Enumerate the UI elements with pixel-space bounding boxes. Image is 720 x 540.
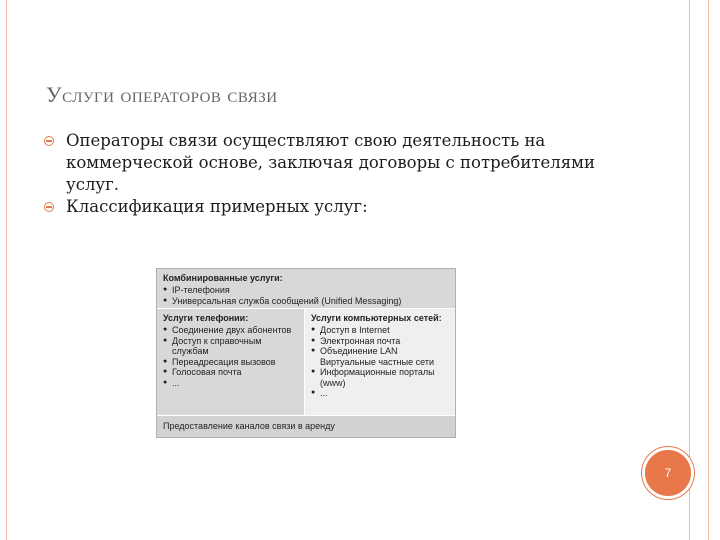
combined-services-heading: Комбинированные услуги: xyxy=(163,273,283,283)
bullet-list xyxy=(44,130,604,218)
list-item: ● Объединение LAN Виртуальные частные сети xyxy=(311,346,449,367)
list-item: ● IP-телефония xyxy=(163,285,449,296)
list-item: ● Соединение двух абонентов xyxy=(163,325,298,336)
bullet-icon xyxy=(44,136,54,146)
bullet-item xyxy=(44,196,604,218)
list-item: ● Информационные порталы (www) xyxy=(311,367,449,388)
slide-frame-left xyxy=(6,0,7,540)
network-services-list xyxy=(311,325,449,399)
slide-number-badge: 7 xyxy=(642,447,694,499)
combined-services-section xyxy=(157,269,455,309)
list-item: ● Переадресация вызовов xyxy=(163,357,298,368)
slide-frame-right xyxy=(689,0,709,540)
bullet-text: Операторы связи осуществляют свою деятельность на коммерческой основе, заключая договоры с потребителями услуг. xyxy=(66,131,595,194)
bullet-icon xyxy=(44,202,54,212)
telephony-services-heading: Услуги телефонии: xyxy=(163,313,249,323)
list-item: ● ... xyxy=(163,378,298,389)
network-services-heading: Услуги компьютерных сетей: xyxy=(311,313,442,323)
services-classification-figure xyxy=(156,268,456,438)
telephony-services-list xyxy=(163,325,298,388)
bullet-item xyxy=(44,130,604,196)
bullet-text: Классификация примерных услуг: xyxy=(66,197,368,216)
slide-title: Услуги операторов связи xyxy=(46,82,278,107)
list-item: ● ... xyxy=(311,388,449,399)
list-item: ● Универсальная служба сообщений (Unified Messaging) xyxy=(163,296,449,307)
telephony-services-section xyxy=(157,309,305,415)
combined-services-list xyxy=(163,285,449,306)
list-item: ● Электронная почта xyxy=(311,336,449,347)
list-item: ● Голосовая почта xyxy=(163,367,298,378)
list-item: ● Доступ в Internet xyxy=(311,325,449,336)
list-item: ● Доступ к справочным службам xyxy=(163,336,298,357)
channel-lease-section: Предоставление каналов связи в аренду xyxy=(157,415,455,437)
network-services-section xyxy=(305,309,455,415)
